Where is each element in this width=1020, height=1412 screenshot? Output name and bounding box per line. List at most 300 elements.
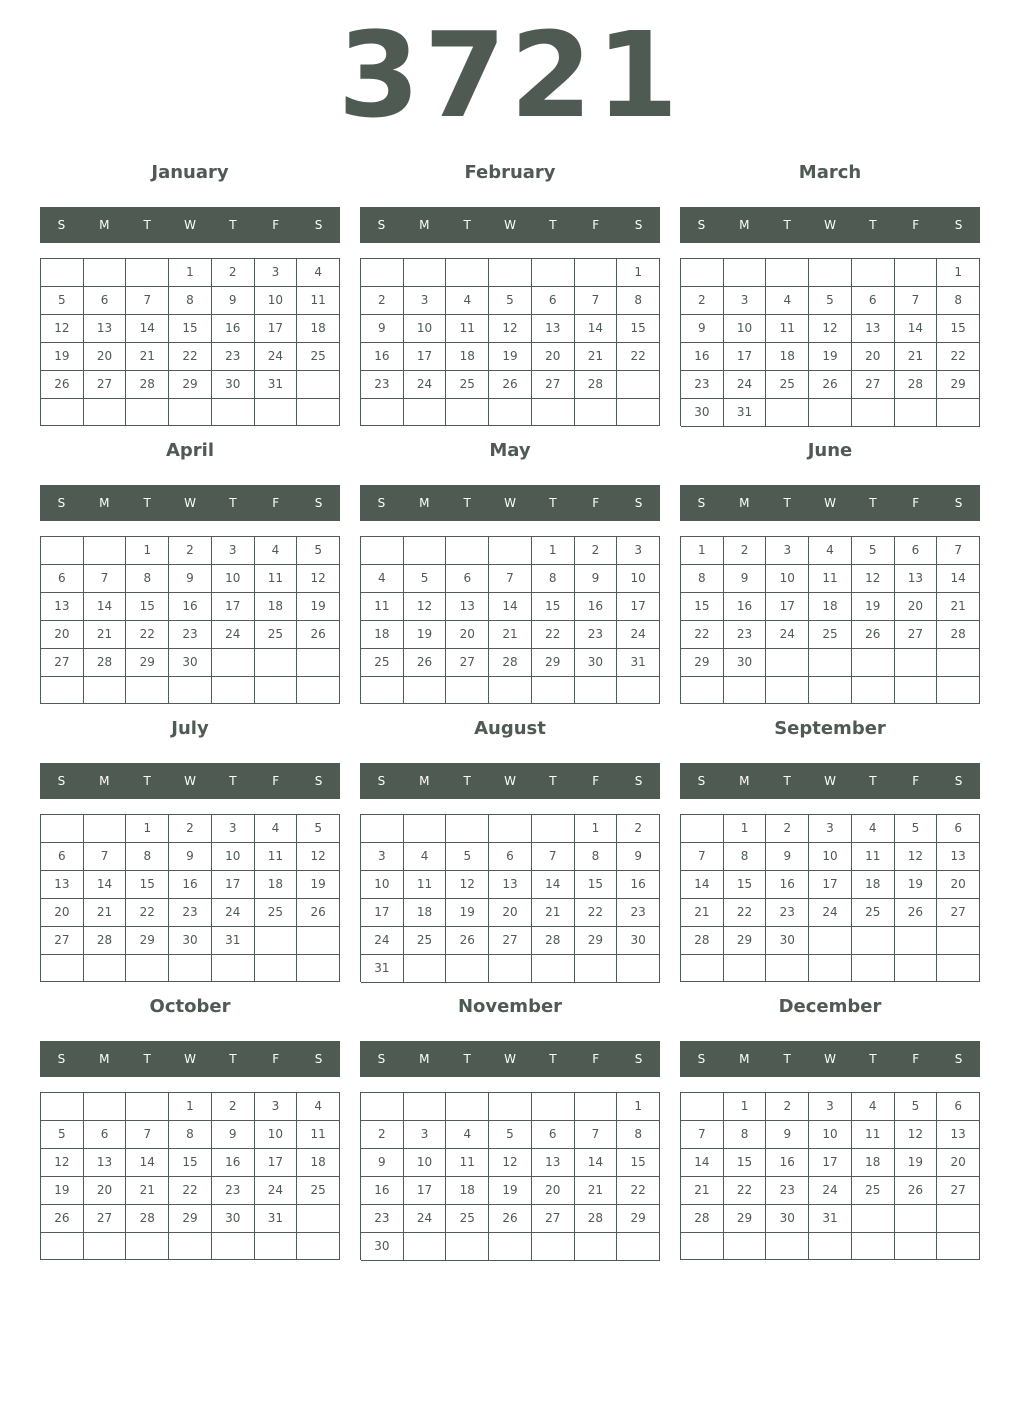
day-cell: 20: [84, 343, 127, 371]
weekday-label: F: [912, 774, 920, 788]
day-cell: [575, 399, 618, 426]
day-cell: 5: [809, 287, 852, 315]
day-cell: 16: [681, 343, 724, 371]
day-cell: 4: [809, 537, 852, 565]
day-cell: 24: [212, 621, 255, 649]
day-cell: [681, 955, 724, 982]
day-cell: 30: [212, 1205, 255, 1233]
weekday-label: F: [272, 496, 280, 510]
day-cell: 8: [532, 565, 575, 593]
day-cell: 11: [809, 565, 852, 593]
day-cell: [575, 1233, 618, 1261]
day-cell: 31: [724, 399, 767, 427]
day-cell: 29: [724, 1205, 767, 1233]
day-cell: 16: [169, 871, 212, 899]
day-cell: 2: [169, 815, 212, 843]
day-cell: 26: [41, 371, 84, 399]
day-cell: 11: [852, 843, 895, 871]
day-cell: 8: [169, 1121, 212, 1149]
day-cell: 8: [169, 287, 212, 315]
day-cell: [84, 259, 127, 287]
day-cell: [446, 815, 489, 843]
day-cell: 16: [169, 593, 212, 621]
day-cell: 23: [766, 899, 809, 927]
day-cell: [766, 259, 809, 287]
day-cell: [724, 955, 767, 982]
day-cell: 19: [895, 1149, 938, 1177]
day-cell: 1: [575, 815, 618, 843]
day-cell: 20: [489, 899, 532, 927]
day-cell: 13: [84, 1149, 127, 1177]
day-cell: 12: [852, 565, 895, 593]
day-cell: [404, 537, 447, 565]
day-cell: 11: [255, 565, 298, 593]
day-cell: 21: [575, 1177, 618, 1205]
day-cell: [41, 815, 84, 843]
day-cell: [84, 1093, 127, 1121]
day-cell: [446, 955, 489, 983]
weekday-label: T: [463, 218, 471, 232]
weekday-label: T: [463, 496, 471, 510]
weekday-label: F: [272, 218, 280, 232]
day-cell: 5: [895, 815, 938, 843]
day-cell: 15: [617, 1149, 660, 1177]
days-grid: [360, 258, 660, 426]
weekday-label: W: [824, 496, 836, 510]
day-cell: 16: [361, 1177, 404, 1205]
day-cell: 19: [489, 343, 532, 371]
day-cell: 30: [212, 371, 255, 399]
day-cell: 12: [297, 565, 340, 593]
weekday-label: W: [184, 218, 196, 232]
day-cell: 15: [681, 593, 724, 621]
month-title: February: [464, 162, 556, 183]
day-cell: [404, 677, 447, 704]
day-cell: 13: [532, 315, 575, 343]
day-cell: 21: [681, 899, 724, 927]
day-cell: [446, 537, 489, 565]
weekday-header: [360, 485, 660, 521]
day-cell: 3: [617, 537, 660, 565]
weekday-label: M: [99, 774, 110, 788]
day-cell: [937, 677, 980, 704]
weekday-label: M: [99, 1052, 110, 1066]
day-cell: 22: [126, 621, 169, 649]
weekday-label: T: [549, 774, 557, 788]
day-cell: 21: [532, 899, 575, 927]
day-cell: 3: [255, 259, 298, 287]
day-cell: 22: [532, 621, 575, 649]
day-cell: [937, 399, 980, 427]
day-cell: 20: [532, 1177, 575, 1205]
day-cell: 27: [41, 649, 84, 677]
weekday-label: T: [783, 218, 791, 232]
day-cell: 5: [404, 565, 447, 593]
day-cell: 11: [297, 287, 340, 315]
day-cell: 22: [617, 343, 660, 371]
day-cell: [361, 537, 404, 565]
day-cell: [446, 259, 489, 287]
day-cell: 10: [361, 871, 404, 899]
day-cell: [297, 677, 340, 704]
day-cell: 20: [41, 899, 84, 927]
day-cell: 9: [766, 1121, 809, 1149]
day-cell: 6: [937, 815, 980, 843]
day-cell: 9: [617, 843, 660, 871]
day-cell: 7: [126, 1121, 169, 1149]
day-cell: 26: [895, 899, 938, 927]
day-cell: 16: [766, 871, 809, 899]
day-cell: 27: [852, 371, 895, 399]
day-cell: [852, 649, 895, 677]
day-cell: [532, 1093, 575, 1121]
weekday-label: T: [783, 774, 791, 788]
weekday-label: W: [184, 496, 196, 510]
day-cell: 23: [361, 371, 404, 399]
day-cell: 28: [575, 371, 618, 399]
day-cell: [297, 927, 340, 955]
day-cell: [84, 399, 127, 426]
day-cell: 2: [617, 815, 660, 843]
day-cell: 13: [41, 871, 84, 899]
day-cell: [809, 259, 852, 287]
weekday-label: F: [592, 1052, 600, 1066]
day-cell: 19: [404, 621, 447, 649]
day-cell: 3: [766, 537, 809, 565]
day-cell: [446, 399, 489, 426]
day-cell: [809, 399, 852, 427]
day-cell: 20: [937, 871, 980, 899]
day-cell: 25: [297, 343, 340, 371]
day-cell: 7: [895, 287, 938, 315]
day-cell: [489, 955, 532, 983]
day-cell: 21: [126, 1177, 169, 1205]
month-title: July: [171, 718, 209, 739]
day-cell: [489, 815, 532, 843]
day-cell: 25: [297, 1177, 340, 1205]
day-cell: 9: [766, 843, 809, 871]
day-cell: 29: [126, 927, 169, 955]
day-cell: [617, 955, 660, 983]
day-cell: [446, 1093, 489, 1121]
day-cell: 23: [681, 371, 724, 399]
day-cell: [404, 259, 447, 287]
day-cell: 25: [446, 371, 489, 399]
day-cell: 19: [852, 593, 895, 621]
day-cell: 18: [852, 871, 895, 899]
weekday-header: [360, 1041, 660, 1077]
day-cell: 1: [532, 537, 575, 565]
day-cell: 10: [404, 315, 447, 343]
day-cell: 29: [126, 649, 169, 677]
day-cell: 3: [255, 1093, 298, 1121]
day-cell: [809, 927, 852, 955]
day-cell: [84, 1233, 127, 1260]
weekday-label: S: [634, 218, 643, 232]
weekday-label: S: [57, 1052, 66, 1066]
day-cell: 26: [809, 371, 852, 399]
day-cell: 1: [169, 1093, 212, 1121]
weekday-label: T: [869, 496, 877, 510]
day-cell: [809, 955, 852, 982]
weekday-label: T: [783, 1052, 791, 1066]
weekday-header: [360, 207, 660, 243]
day-cell: [617, 677, 660, 704]
weekday-label: T: [229, 496, 237, 510]
day-cell: 28: [937, 621, 980, 649]
weekday-label: W: [184, 774, 196, 788]
day-cell: 10: [255, 1121, 298, 1149]
day-cell: 23: [724, 621, 767, 649]
day-cell: 23: [212, 1177, 255, 1205]
day-cell: 29: [617, 1205, 660, 1233]
month-title: May: [489, 440, 531, 461]
day-cell: [41, 259, 84, 287]
weekday-header: [680, 763, 980, 799]
day-cell: 26: [404, 649, 447, 677]
day-cell: 6: [532, 1121, 575, 1149]
day-cell: [617, 1233, 660, 1261]
day-cell: 1: [126, 815, 169, 843]
day-cell: 9: [212, 1121, 255, 1149]
day-cell: 3: [724, 287, 767, 315]
day-cell: [852, 1233, 895, 1260]
day-cell: [575, 259, 618, 287]
day-cell: 13: [532, 1149, 575, 1177]
weekday-label: W: [504, 218, 516, 232]
day-cell: 9: [169, 843, 212, 871]
weekday-label: T: [869, 1052, 877, 1066]
weekday-label: W: [504, 1052, 516, 1066]
day-cell: [126, 259, 169, 287]
day-cell: 21: [126, 343, 169, 371]
day-cell: 24: [404, 1205, 447, 1233]
day-cell: [766, 649, 809, 677]
day-cell: [446, 677, 489, 704]
day-cell: 15: [532, 593, 575, 621]
weekday-label: T: [143, 1052, 151, 1066]
days-grid: [40, 1092, 340, 1260]
day-cell: [489, 399, 532, 426]
day-cell: 23: [766, 1177, 809, 1205]
day-cell: 24: [617, 621, 660, 649]
day-cell: 24: [766, 621, 809, 649]
day-cell: 7: [681, 843, 724, 871]
day-cell: [41, 1093, 84, 1121]
day-cell: 16: [617, 871, 660, 899]
days-grid: [360, 814, 660, 982]
day-cell: 9: [724, 565, 767, 593]
day-cell: 4: [297, 1093, 340, 1121]
day-cell: 8: [724, 1121, 767, 1149]
weekday-label: T: [229, 774, 237, 788]
weekday-label: M: [739, 1052, 750, 1066]
weekday-label: S: [634, 496, 643, 510]
day-cell: 14: [84, 593, 127, 621]
day-cell: [575, 955, 618, 983]
weekday-label: S: [377, 218, 386, 232]
day-cell: [361, 815, 404, 843]
weekday-label: S: [697, 218, 706, 232]
day-cell: [255, 955, 298, 982]
day-cell: 5: [852, 537, 895, 565]
day-cell: 5: [489, 287, 532, 315]
days-grid: [680, 536, 980, 704]
day-cell: 15: [126, 593, 169, 621]
day-cell: 22: [617, 1177, 660, 1205]
day-cell: 27: [532, 1205, 575, 1233]
day-cell: 26: [297, 899, 340, 927]
day-cell: 29: [575, 927, 618, 955]
day-cell: [766, 677, 809, 704]
day-cell: 5: [41, 287, 84, 315]
weekday-label: W: [824, 774, 836, 788]
weekday-label: M: [419, 774, 430, 788]
weekday-header: [680, 207, 980, 243]
days-grid: [680, 1092, 980, 1260]
day-cell: 8: [126, 565, 169, 593]
day-cell: [532, 1233, 575, 1261]
day-cell: [724, 259, 767, 287]
day-cell: [852, 927, 895, 955]
day-cell: 29: [169, 371, 212, 399]
day-cell: 31: [255, 371, 298, 399]
day-cell: [895, 1205, 938, 1233]
day-cell: 23: [212, 343, 255, 371]
weekday-label: T: [869, 218, 877, 232]
weekday-label: F: [272, 774, 280, 788]
weekday-label: T: [869, 774, 877, 788]
day-cell: [404, 955, 447, 983]
day-cell: 2: [212, 1093, 255, 1121]
weekday-label: F: [272, 1052, 280, 1066]
day-cell: 18: [446, 1177, 489, 1205]
day-cell: 2: [169, 537, 212, 565]
day-cell: 15: [724, 871, 767, 899]
weekday-label: M: [739, 774, 750, 788]
day-cell: 22: [681, 621, 724, 649]
day-cell: [809, 649, 852, 677]
day-cell: [489, 677, 532, 704]
weekday-label: T: [143, 218, 151, 232]
day-cell: 3: [212, 537, 255, 565]
day-cell: 7: [937, 537, 980, 565]
days-grid: [40, 536, 340, 704]
weekday-header: [40, 763, 340, 799]
day-cell: 17: [361, 899, 404, 927]
day-cell: 26: [895, 1177, 938, 1205]
day-cell: 4: [361, 565, 404, 593]
weekday-label: F: [592, 774, 600, 788]
day-cell: [255, 927, 298, 955]
day-cell: 30: [575, 649, 618, 677]
day-cell: 6: [84, 287, 127, 315]
day-cell: 6: [41, 843, 84, 871]
day-cell: 25: [852, 1177, 895, 1205]
day-cell: 5: [297, 815, 340, 843]
day-cell: 17: [255, 315, 298, 343]
weekday-label: M: [739, 218, 750, 232]
day-cell: 4: [446, 1121, 489, 1149]
day-cell: 24: [724, 371, 767, 399]
year-title: 3721: [337, 6, 683, 144]
day-cell: [724, 677, 767, 704]
day-cell: 12: [489, 1149, 532, 1177]
day-cell: 3: [404, 287, 447, 315]
day-cell: 2: [361, 1121, 404, 1149]
day-cell: 4: [297, 259, 340, 287]
day-cell: 5: [41, 1121, 84, 1149]
day-cell: [766, 1233, 809, 1260]
day-cell: 22: [937, 343, 980, 371]
day-cell: 24: [404, 371, 447, 399]
day-cell: 25: [361, 649, 404, 677]
day-cell: 28: [681, 1205, 724, 1233]
day-cell: 27: [937, 1177, 980, 1205]
day-cell: 26: [489, 1205, 532, 1233]
day-cell: [84, 815, 127, 843]
weekday-label: M: [419, 218, 430, 232]
day-cell: 22: [169, 1177, 212, 1205]
day-cell: 7: [532, 843, 575, 871]
weekday-label: S: [697, 1052, 706, 1066]
day-cell: 7: [489, 565, 532, 593]
day-cell: 2: [766, 1093, 809, 1121]
month-title: October: [149, 996, 231, 1017]
days-grid: [40, 258, 340, 426]
weekday-header: [40, 207, 340, 243]
day-cell: 8: [617, 1121, 660, 1149]
day-cell: 23: [169, 899, 212, 927]
day-cell: 14: [532, 871, 575, 899]
day-cell: 12: [41, 1149, 84, 1177]
day-cell: 13: [937, 843, 980, 871]
day-cell: 6: [446, 565, 489, 593]
day-cell: 13: [41, 593, 84, 621]
weekday-label: W: [504, 496, 516, 510]
day-cell: 16: [361, 343, 404, 371]
day-cell: 12: [895, 843, 938, 871]
day-cell: 21: [895, 343, 938, 371]
day-cell: 23: [169, 621, 212, 649]
day-cell: 18: [255, 593, 298, 621]
day-cell: 20: [937, 1149, 980, 1177]
day-cell: [852, 259, 895, 287]
day-cell: 25: [446, 1205, 489, 1233]
weekday-label: F: [592, 496, 600, 510]
day-cell: 25: [852, 899, 895, 927]
day-cell: 25: [766, 371, 809, 399]
day-cell: [575, 677, 618, 704]
day-cell: 21: [937, 593, 980, 621]
day-cell: 5: [895, 1093, 938, 1121]
day-cell: [404, 815, 447, 843]
day-cell: 11: [446, 315, 489, 343]
day-cell: 31: [255, 1205, 298, 1233]
month-title: April: [165, 440, 215, 461]
day-cell: [575, 1093, 618, 1121]
weekday-label: S: [954, 1052, 963, 1066]
day-cell: 28: [126, 371, 169, 399]
day-cell: 4: [255, 815, 298, 843]
day-cell: 26: [446, 927, 489, 955]
weekday-label: T: [549, 496, 557, 510]
day-cell: 26: [852, 621, 895, 649]
day-cell: [895, 677, 938, 704]
day-cell: [532, 399, 575, 426]
day-cell: 15: [937, 315, 980, 343]
day-cell: 19: [446, 899, 489, 927]
